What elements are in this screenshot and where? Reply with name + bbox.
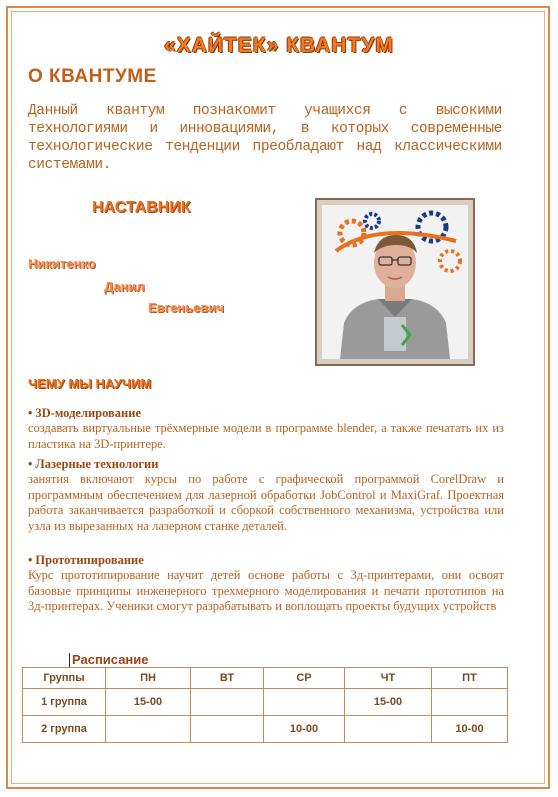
mentor-photo [315, 198, 475, 366]
course-title-text: Прототипирование [35, 553, 144, 567]
table-cell [191, 689, 264, 716]
course-description: создавать виртуальные трёхмерные модели в программе blender, а также печатать их из пластика на 3D-принтере. [28, 421, 504, 451]
schedule-table [22, 667, 508, 743]
table-cell [345, 716, 432, 743]
table-cell [432, 689, 508, 716]
course-title [28, 406, 504, 421]
bullet-icon: • [28, 457, 33, 471]
mentor-patronymic: Евгеньевич [148, 300, 224, 315]
table-cell [191, 716, 264, 743]
mentor-photo-image [322, 205, 468, 359]
table-cell: 1 группа [23, 689, 106, 716]
mentor-first-name: Данил [104, 279, 145, 294]
mentor-heading: НАСТАВНИК [92, 199, 191, 216]
table-cell: 10-00 [264, 716, 345, 743]
course-laser [28, 457, 504, 534]
course-3d-modeling [28, 406, 504, 452]
course-title-text: Лазерные технологии [35, 457, 159, 471]
course-description: Курс прототипирование научит детей основе работы с 3д-принтерами, они освоят базовые принципы инженерного трехмерного моделирования и печати прототипов на 3д-принтерах. Ученики смогут разрабатывать и воплощать проекты будущих устройств [28, 568, 504, 614]
mentor-last-name: Никитенко [28, 256, 96, 271]
course-description: занятия включают курсы по работе с графической программой CorelDraw и программным обеспечением для лазерной обработки JobControl и MaxiGraf. Проектная работа заканчивается разработкой и сборкой собственного механизма, устройства или узла из вырезанных на лазерном станке деталей. [28, 472, 504, 533]
table-cell [264, 689, 345, 716]
table-cell: 15-00 [106, 689, 191, 716]
table-header-row [23, 668, 508, 689]
table-header-cell: ПН [106, 668, 191, 689]
table-header-cell: ЧТ [345, 668, 432, 689]
table-cell: 2 группа [23, 716, 106, 743]
bullet-icon: • [28, 553, 33, 567]
table-header-cell: ПТ [432, 668, 508, 689]
table-row [23, 689, 508, 716]
intro-paragraph: Данный квантум познакомит учащихся с высокими технологиями и инновациями, в которых современные технологические тенденции преобладают над классическими системами. [28, 103, 502, 173]
course-title-text: 3D-моделирование [35, 406, 141, 420]
table-header-cell: ВТ [191, 668, 264, 689]
course-title [28, 553, 504, 568]
learn-heading: ЧЕМУ МЫ НАУЧИМ [28, 376, 152, 391]
document-title: «ХАЙТЕК» КВАНТУМ [164, 34, 394, 57]
table-cell: 10-00 [432, 716, 508, 743]
table-cell: 15-00 [345, 689, 432, 716]
table-cell [106, 716, 191, 743]
schedule-title: Расписание [72, 652, 149, 667]
course-title [28, 457, 504, 472]
course-prototyping [28, 553, 504, 615]
table-header-cell: Группы [23, 668, 106, 689]
bullet-icon: • [28, 406, 33, 420]
table-header-cell: СР [264, 668, 345, 689]
about-heading: О КВАНТУМЕ [28, 66, 157, 87]
table-row [23, 716, 508, 743]
portrait-illustration [322, 205, 468, 359]
